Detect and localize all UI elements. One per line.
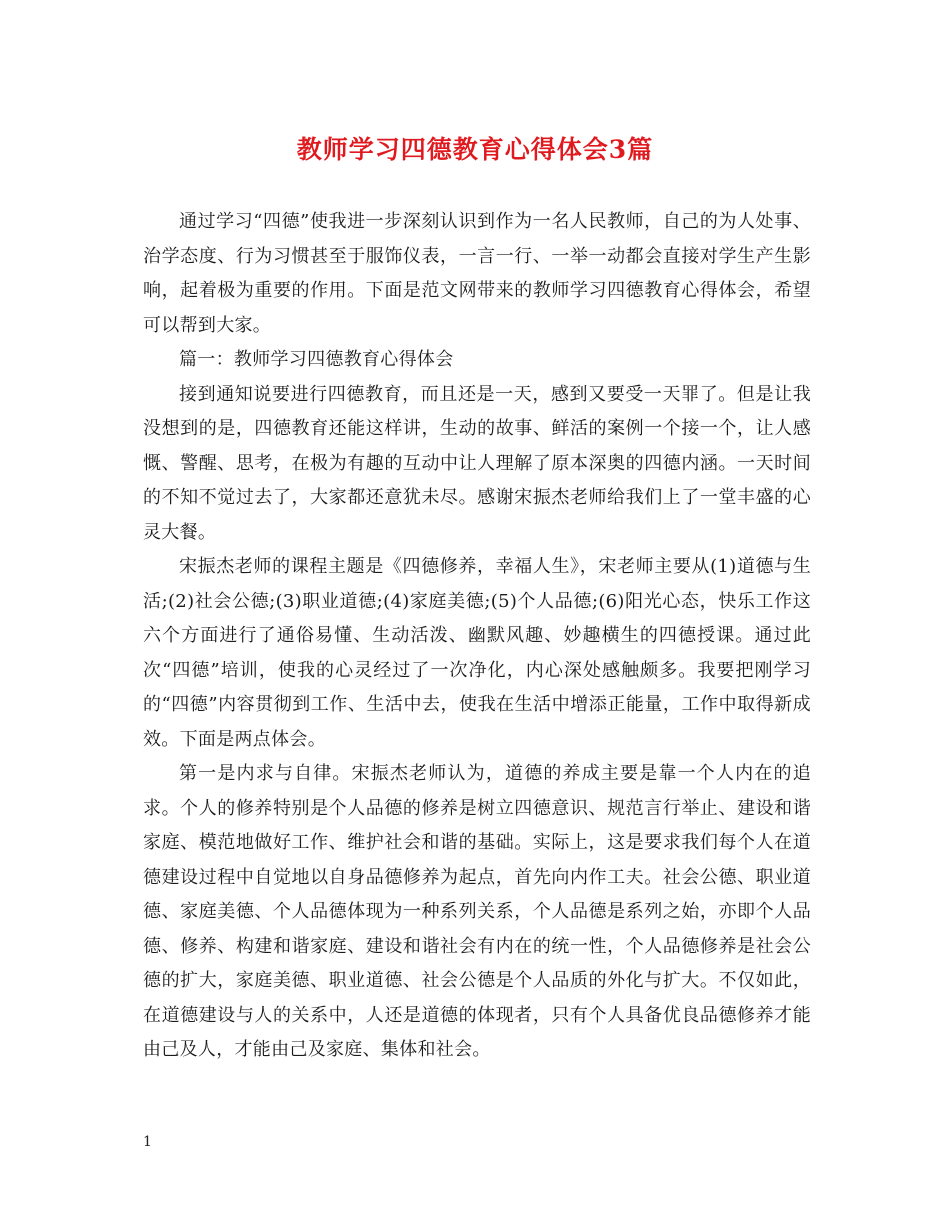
body-paragraph-1: 接到通知说要进行四德教育，而且还是一天，感到又要受一天罪了。但是让我没想到的是，四德教育还能这样讲，生动的故事、鲜活的案例一个接一个，让人感慨、警醒、思考，在极为有趣的互动中让人理解了原本深奥的四德内涵。一天时间的不知不觉过去了，大家都还意犹未尽。感谢宋振杰老师给我们上了一堂丰盛的心灵大餐。	[143, 383, 811, 543]
section-heading: 篇一：教师学习四德教育心得体会	[179, 349, 454, 370]
document-body	[143, 205, 811, 1068]
intro-paragraph: 通过学习“四德”使我进一步深刻认识到作为一名人民教师，自己的为人处事、治学态度、行为习惯甚至于服饰仪表，一言一行、一举一动都会直接对学生产生影响，起着极为重要的作用。下面是范文网带来的教师学习四德教育心得体会，希望可以帮到大家。	[143, 211, 811, 336]
page-number: 1	[143, 1134, 152, 1150]
document-title: 教师学习四德教育心得体会3篇	[296, 135, 654, 164]
body-paragraph-3: 第一是内求与自律。宋振杰老师认为，道德的养成主要是靠一个人内在的追求。个人的修养特别是个人品德的修养是树立四德意识、规范言行举止、建设和谐家庭、模范地做好工作、维护社会和谐的基础。实际上，这是要求我们每个人在道德建设过程中自觉地以自身品德修养为起点，首先向内作工夫。社会公德、职业道德、家庭美德、个人品德体现为一种系列关系，个人品德是系列之始，亦即个人品德、修养、构建和谐家庭、建设和谐社会有内在的统一性，个人品德修养是社会公德的扩大，家庭美德、职业道德、社会公德是个人品质的外化与扩大。不仅如此，在道德建设与人的关系中，人还是道德的体现者，只有个人具备优良品德修养才能由己及人，才能由己及家庭、集体和社会。	[143, 763, 811, 1060]
body-paragraph-2: 宋振杰老师的课程主题是《四德修养，幸福人生》，宋老师主要从(1)道德与生活;(2)社会公德;(3)职业道德;(4)家庭美德;(5)个人品德;(6)阳光心态，快乐工作这六个方面进行了通俗易懂、生动活泼、幽默风趣、妙趣横生的四德授课。通过此次“四德”培训，使我的心灵经过了一次净化，内心深处感触颇多。我要把刚学习的“四德”内容贯彻到工作、生活中去，使我在生活中增添正能量，工作中取得新成效。下面是两点体会。	[143, 556, 811, 750]
